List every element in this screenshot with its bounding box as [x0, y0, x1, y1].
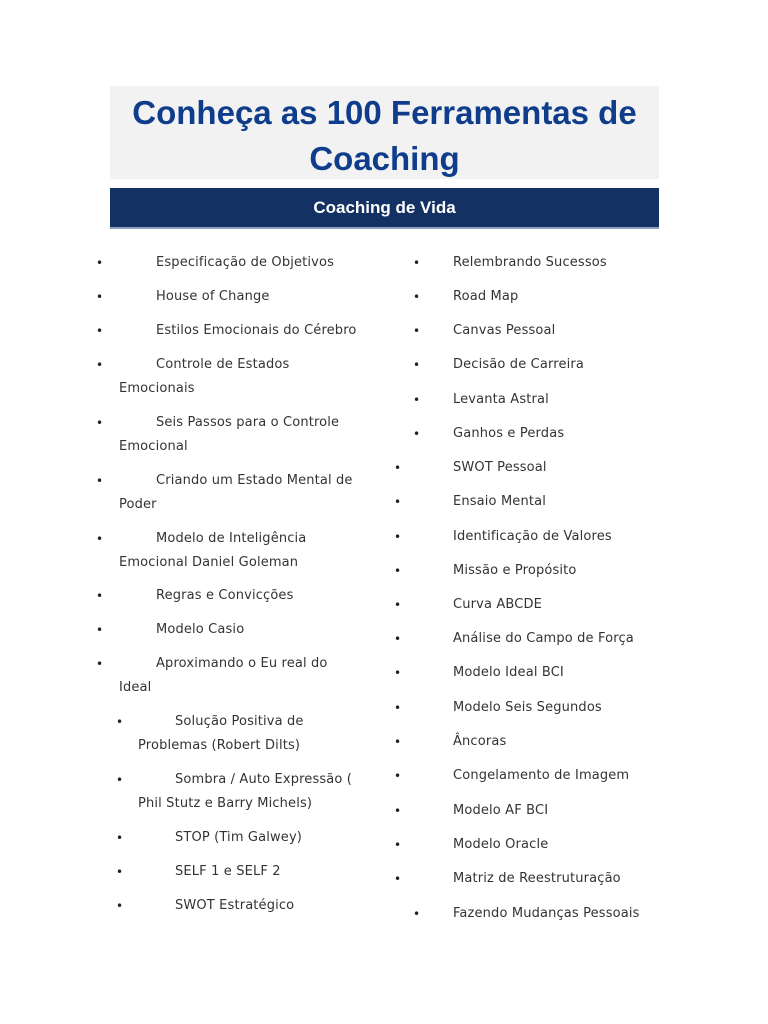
bullet-icon: • — [394, 461, 402, 475]
bullet-icon: • — [413, 358, 421, 372]
bullet-icon: • — [96, 589, 104, 603]
list-item: Criando um Estado Mental de Poder — [119, 473, 353, 512]
list-item: Regras e Convicções — [156, 588, 294, 603]
bullet-icon: • — [116, 773, 124, 787]
section-header-bar — [110, 188, 659, 229]
list-item: Road Map — [453, 289, 519, 304]
list-item: Modelo Seis Segundos — [453, 700, 602, 715]
bullet-icon: • — [394, 838, 402, 852]
list-item: Estilos Emocionais do Cérebro — [156, 323, 357, 338]
bullet-icon: • — [96, 290, 104, 304]
list-item: Sombra / Auto Expressão ( Phil Stutz e Barry Michels) — [138, 772, 353, 811]
list-item: Identificação de Valores — [453, 529, 612, 544]
list-item: Canvas Pessoal — [453, 323, 556, 338]
list-item: STOP (Tim Galwey) — [175, 830, 303, 845]
list-item: Modelo Oracle — [453, 837, 549, 852]
list-item: SWOT Pessoal — [453, 460, 547, 475]
list-item: Missão e Propósito — [453, 563, 577, 578]
list-item: SELF 1 e SELF 2 — [175, 864, 281, 879]
bullet-icon: • — [96, 623, 104, 637]
bullet-icon: • — [394, 872, 402, 886]
list-item: Modelo Casio — [156, 622, 245, 637]
bullet-icon: • — [96, 358, 104, 372]
bullet-icon: • — [96, 416, 104, 430]
page-title: Conheça as 100 Ferramentas de Coaching — [132, 94, 637, 177]
list-item: Decisão de Carreira — [453, 357, 584, 372]
bullet-icon: • — [394, 598, 402, 612]
list-item: Aproximando o Eu real do Ideal — [119, 656, 328, 695]
bullet-icon: • — [116, 715, 124, 729]
bullet-icon: • — [116, 865, 124, 879]
list-item: Modelo de Inteligência Emocional Daniel Goleman — [119, 531, 307, 570]
bullet-icon: • — [394, 564, 402, 578]
list-item: Fazendo Mudanças Pessoais — [453, 906, 640, 921]
title-box — [110, 86, 659, 179]
list-item: Solução Positiva de Problemas (Robert Dilts) — [138, 714, 304, 753]
list-item: Relembrando Sucessos — [453, 255, 607, 270]
bullet-icon: • — [413, 290, 421, 304]
list-item: Especificação de Objetivos — [156, 255, 335, 270]
bullet-icon: • — [96, 324, 104, 338]
list-item: Levanta Astral — [453, 392, 549, 407]
list-item: Análise do Campo de Força — [453, 631, 634, 646]
bullet-icon: • — [413, 427, 421, 441]
list-item: Seis Passos para o Controle Emocional — [119, 415, 340, 454]
list-item: Congelamento de Imagem — [453, 768, 630, 783]
list-item: Modelo Ideal BCI — [453, 665, 564, 680]
list-item: Ganhos e Perdas — [453, 426, 565, 441]
section-title: Coaching de Vida — [313, 197, 456, 217]
bullet-icon: • — [116, 899, 124, 913]
bullet-icon: • — [394, 804, 402, 818]
list-item: SWOT Estratégico — [175, 898, 295, 913]
bullet-icon: • — [394, 495, 402, 509]
list-item: House of Change — [156, 289, 270, 304]
bullet-icon: • — [394, 632, 402, 646]
bullet-icon: • — [96, 474, 104, 488]
bullet-icon: • — [394, 530, 402, 544]
bullet-icon: • — [96, 532, 104, 546]
bullet-icon: • — [96, 256, 104, 270]
bullet-icon: • — [394, 666, 402, 680]
list-item: Modelo AF BCI — [453, 803, 549, 818]
bullet-icon: • — [413, 907, 421, 921]
bullet-icon: • — [394, 769, 402, 783]
bullet-icon: • — [394, 735, 402, 749]
list-item: Matriz de Reestruturação — [453, 871, 621, 886]
bullet-icon: • — [116, 831, 124, 845]
list-item: Controle de Estados Emocionais — [119, 357, 290, 396]
bullet-icon: • — [413, 256, 421, 270]
bullet-icon: • — [96, 657, 104, 671]
bullet-icon: • — [413, 393, 421, 407]
list-item: Curva ABCDE — [453, 597, 542, 612]
list-item: Ensaio Mental — [453, 494, 546, 509]
list-item: Âncoras — [453, 734, 507, 749]
bullet-icon: • — [394, 701, 402, 715]
bullet-icon: • — [413, 324, 421, 338]
